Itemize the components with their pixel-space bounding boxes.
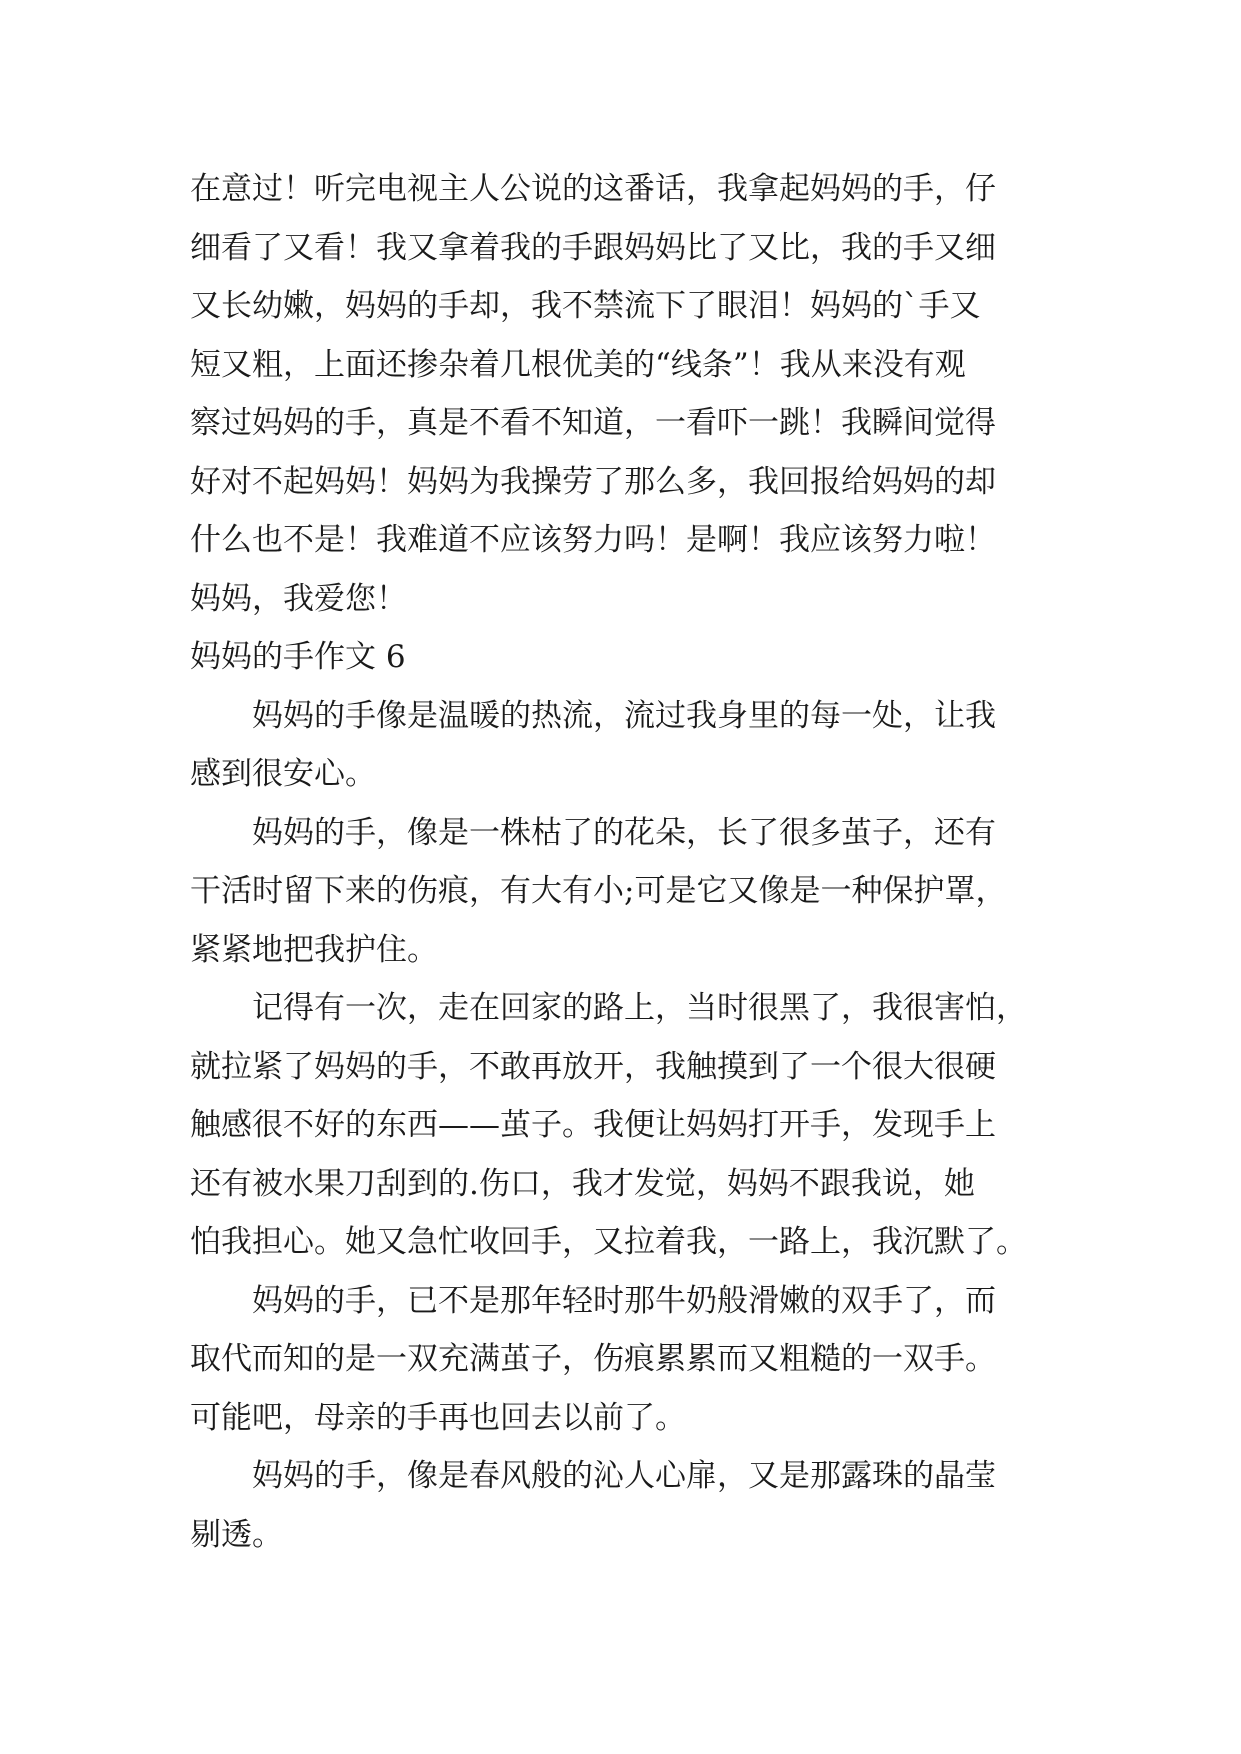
text-line: 好对不起妈妈！妈妈为我操劳了那么多，我回报给妈妈的却 (190, 463, 996, 500)
document-body (190, 160, 1070, 1564)
paragraph (190, 1272, 1070, 1448)
text-line: 紧紧地把我护住。 (190, 931, 438, 968)
text-line: 又长幼嫩，妈妈的手却，我不禁流下了眼泪！妈妈的`手又 (190, 288, 981, 324)
text-line: 感到很安心。 (190, 756, 376, 792)
text-line: 在意过！听完电视主人公说的这番话，我拿起妈妈的手，仔 (190, 171, 996, 207)
text-line: 记得有一次，走在回家的路上，当时很黑了，我很害怕， (252, 990, 1027, 1026)
text-line: 剔透。 (190, 1516, 283, 1553)
text-line: 妈妈的手，像是春风般的沁人心扉，又是那露珠的晶莹 (252, 1458, 996, 1494)
text-line: 还有被水果刀刮到的.伤口，我才发觉，妈妈不跟我说，她 (190, 1165, 975, 1202)
text-line: 妈妈的手像是温暖的热流，流过我身里的每一处，让我 (252, 697, 996, 734)
text-line: 可能吧，母亲的手再也回去以前了。 (190, 1399, 686, 1436)
text-line: 短又粗，上面还掺杂着几根优美的“线条”！我从来没有观 (190, 346, 966, 383)
text-line: 妈妈的手，像是一株枯了的花朵，长了很多茧子，还有 (252, 814, 996, 851)
paragraph (190, 1447, 1070, 1564)
text-line: 就拉紧了妈妈的手，不敢再放开，我触摸到了一个很大很硬 (190, 1048, 996, 1085)
text-line: 干活时留下来的伤痕，有大有小;可是它又像是一种保护罩， (190, 873, 1007, 909)
text-line: 触感很不好的东西——茧子。我便让妈妈打开手，发现手上 (190, 1107, 996, 1143)
text-line: 怕我担心。她又急忙收回手，又拉着我，一路上，我沉默了。 (190, 1224, 1027, 1260)
paragraph (190, 979, 1070, 1272)
text-line: 什么也不是！我难道不应该努力吗！是啊！我应该努力啦！ (190, 522, 996, 558)
text-line: 察过妈妈的手，真是不看不知道，一看吓一跳！我瞬间觉得 (190, 405, 996, 441)
section-title: 妈妈的手作文 6 (190, 639, 406, 675)
text-line: 妈妈的手，已不是那年轻时那牛奶般滑嫩的双手了，而 (252, 1282, 996, 1319)
text-line: 细看了又看！我又拿着我的手跟妈妈比了又比，我的手又细 (190, 229, 996, 266)
text-line: 取代而知的是一双充满茧子，伤痕累累而又粗糙的一双手。 (190, 1341, 996, 1377)
paragraph (190, 804, 1070, 980)
continued-paragraph (190, 160, 1070, 628)
paragraph (190, 687, 1070, 804)
text-line: 妈妈，我爱您！ (190, 580, 407, 617)
